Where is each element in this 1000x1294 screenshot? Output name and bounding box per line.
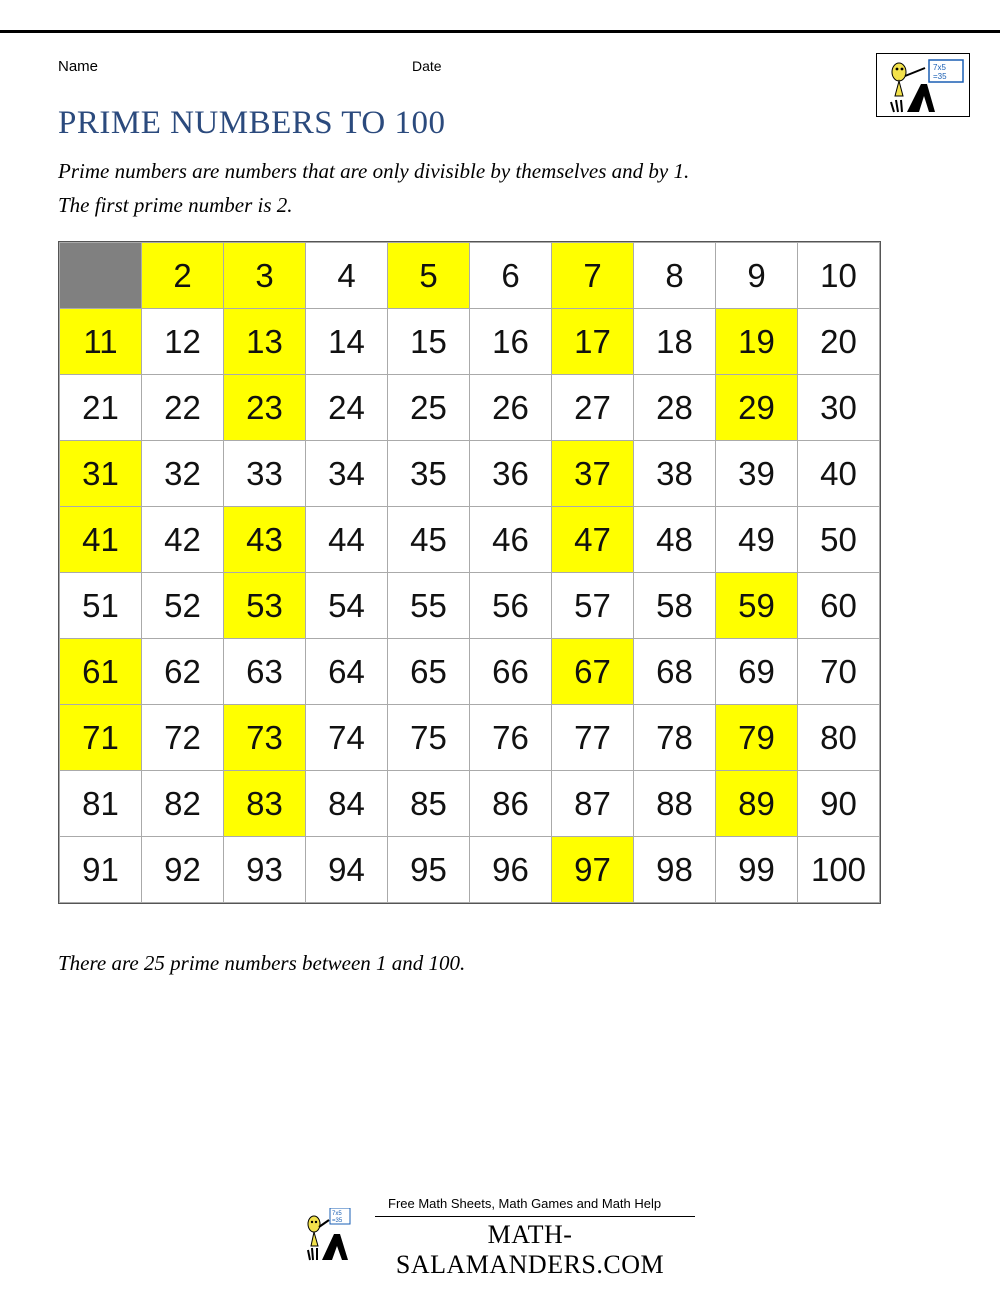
grid-cell-prime[interactable]: 79 (716, 705, 798, 771)
grid-cell-prime[interactable]: 2 (142, 243, 224, 309)
grid-cell[interactable]: 36 (470, 441, 552, 507)
hundred-square-grid (58, 241, 881, 909)
grid-cell[interactable]: 100 (798, 837, 880, 903)
grid-cell[interactable]: 76 (470, 705, 552, 771)
grid-cell[interactable]: 82 (142, 771, 224, 837)
grid-cell[interactable]: 38 (634, 441, 716, 507)
grid-cell[interactable]: 86 (470, 771, 552, 837)
grid-cell[interactable]: 84 (306, 771, 388, 837)
grid-cell-prime[interactable]: 31 (60, 441, 142, 507)
grid-cell[interactable]: 96 (470, 837, 552, 903)
grid-cell[interactable]: 51 (60, 573, 142, 639)
grid-cell[interactable]: 66 (470, 639, 552, 705)
grid-cell-prime[interactable]: 11 (60, 309, 142, 375)
grid-cell[interactable]: 69 (716, 639, 798, 705)
grid-cell[interactable]: 77 (552, 705, 634, 771)
page-top-rule (0, 0, 1000, 33)
grid-cell-prime[interactable]: 43 (224, 507, 306, 573)
grid-cell-prime[interactable]: 7 (552, 243, 634, 309)
worksheet (0, 33, 1000, 1279)
grid-cell[interactable]: 78 (634, 705, 716, 771)
grid-cell-prime[interactable]: 71 (60, 705, 142, 771)
date-label: Date (412, 58, 442, 74)
grid-cell[interactable]: 58 (634, 573, 716, 639)
number-table-body (60, 243, 880, 903)
page-title: PRIME NUMBERS TO 100 (58, 105, 446, 141)
grid-cell[interactable]: 46 (470, 507, 552, 573)
grid-cell[interactable]: 60 (798, 573, 880, 639)
grid-cell[interactable]: 12 (142, 309, 224, 375)
grid-cell-prime[interactable]: 59 (716, 573, 798, 639)
grid-cell[interactable]: 65 (388, 639, 470, 705)
grid-cell[interactable]: 32 (142, 441, 224, 507)
grid-cell[interactable]: 72 (142, 705, 224, 771)
number-row (60, 309, 880, 375)
grid-cell[interactable]: 68 (634, 639, 716, 705)
grid-cell[interactable]: 49 (716, 507, 798, 573)
number-row (60, 771, 880, 837)
grid-cell[interactable]: 52 (142, 573, 224, 639)
intro-line-1: Prime numbers are numbers that are only divisible by themselves and by 1. (58, 159, 690, 183)
grid-cell-prime[interactable]: 13 (224, 309, 306, 375)
grid-cell[interactable]: 44 (306, 507, 388, 573)
grid-cell[interactable]: 18 (634, 309, 716, 375)
grid-cell[interactable]: 6 (470, 243, 552, 309)
grid-cell-prime[interactable]: 73 (224, 705, 306, 771)
grid-cell[interactable]: 30 (798, 375, 880, 441)
svg-text:=35: =35 (332, 1218, 343, 1224)
grid-cell-prime[interactable]: 83 (224, 771, 306, 837)
grid-cell[interactable]: 90 (798, 771, 880, 837)
grid-cell[interactable]: 94 (306, 837, 388, 903)
grid-cell[interactable]: 55 (388, 573, 470, 639)
grid-cell[interactable]: 26 (470, 375, 552, 441)
grid-cell[interactable]: 16 (470, 309, 552, 375)
grid-cell[interactable]: 20 (798, 309, 880, 375)
worksheet-meta (0, 58, 1000, 84)
grid-cell-prime[interactable]: 47 (552, 507, 634, 573)
grid-cell[interactable]: 35 (388, 441, 470, 507)
grid-cell[interactable]: 9 (716, 243, 798, 309)
grid-cell-prime[interactable]: 17 (552, 309, 634, 375)
grid-cell[interactable]: 21 (60, 375, 142, 441)
grid-cell[interactable]: 75 (388, 705, 470, 771)
number-row (60, 441, 880, 507)
grid-cell-prime[interactable]: 67 (552, 639, 634, 705)
grid-cell[interactable]: 87 (552, 771, 634, 837)
grid-cell[interactable]: 99 (716, 837, 798, 903)
grid-cell[interactable]: 25 (388, 375, 470, 441)
number-row (60, 705, 880, 771)
grid-cell[interactable]: 42 (142, 507, 224, 573)
grid-cell[interactable]: 24 (306, 375, 388, 441)
grid-cell-prime[interactable]: 53 (224, 573, 306, 639)
number-row (60, 573, 880, 639)
number-row (60, 375, 880, 441)
grid-cell[interactable]: 34 (306, 441, 388, 507)
footer-tagline: Free Math Sheets, Math Games and Math Help (388, 1196, 662, 1211)
number-row (60, 507, 880, 573)
grid-cell[interactable]: 80 (798, 705, 880, 771)
grid-cell-prime[interactable]: 3 (224, 243, 306, 309)
grid-cell-prime[interactable]: 41 (60, 507, 142, 573)
grid-cell[interactable]: 98 (634, 837, 716, 903)
footer-site-name: MATH-SALAMANDERS.COM (395, 1220, 665, 1279)
grid-cell[interactable]: 57 (552, 573, 634, 639)
grid-cell-prime[interactable]: 23 (224, 375, 306, 441)
grid-cell-prime[interactable]: 5 (388, 243, 470, 309)
svg-text:=35: =35 (933, 72, 947, 81)
grid-cell-prime[interactable]: 19 (716, 309, 798, 375)
grid-cell-prime[interactable]: 61 (60, 639, 142, 705)
grid-cell-prime[interactable]: 29 (716, 375, 798, 441)
grid-cell[interactable]: 74 (306, 705, 388, 771)
grid-cell[interactable]: 14 (306, 309, 388, 375)
grid-cell[interactable]: 70 (798, 639, 880, 705)
number-table (59, 242, 880, 903)
grid-cell[interactable]: 10 (798, 243, 880, 309)
grid-cell[interactable]: 15 (388, 309, 470, 375)
grid-cell[interactable]: 93 (224, 837, 306, 903)
grid-cell[interactable]: 40 (798, 441, 880, 507)
site-branding (0, 1188, 1000, 1279)
number-row (60, 639, 880, 705)
intro-line-2: The first prime number is 2. (58, 192, 293, 217)
grid-cell[interactable]: 91 (60, 837, 142, 903)
grid-cell[interactable]: 28 (634, 375, 716, 441)
grid-cell[interactable]: 81 (60, 771, 142, 837)
grid-cell-prime[interactable]: 37 (552, 441, 634, 507)
grid-cell-prime[interactable]: 97 (552, 837, 634, 903)
grid-cell[interactable]: 33 (224, 441, 306, 507)
grid-cell[interactable]: 64 (306, 639, 388, 705)
grid-cell[interactable]: 4 (306, 243, 388, 309)
grid-cell[interactable]: 95 (388, 837, 470, 903)
footer-divider (375, 1216, 695, 1217)
grid-cell[interactable]: 92 (142, 837, 224, 903)
grid-cell[interactable]: 48 (634, 507, 716, 573)
grid-cell[interactable]: 39 (716, 441, 798, 507)
grid-cell[interactable]: 54 (306, 573, 388, 639)
grid-cell[interactable]: 88 (634, 771, 716, 837)
number-row (60, 243, 880, 309)
summary-text: There are 25 prime numbers between 1 and 100. (58, 951, 466, 975)
grid-cell[interactable]: 56 (470, 573, 552, 639)
grid-cell[interactable]: 27 (552, 375, 634, 441)
intro-text (58, 155, 938, 222)
grid-cell-blank[interactable] (60, 243, 142, 309)
grid-cell[interactable]: 8 (634, 243, 716, 309)
grid-cell[interactable]: 85 (388, 771, 470, 837)
grid-cell[interactable]: 22 (142, 375, 224, 441)
svg-text:7x5: 7x5 (933, 63, 946, 72)
grid-cell[interactable]: 45 (388, 507, 470, 573)
grid-cell[interactable]: 62 (142, 639, 224, 705)
grid-cell[interactable]: 50 (798, 507, 880, 573)
grid-cell[interactable]: 63 (224, 639, 306, 705)
number-row (60, 837, 880, 903)
math-salamanders-logo-icon (876, 53, 970, 117)
name-label: Name (58, 58, 99, 75)
svg-text:7x5: 7x5 (332, 1211, 342, 1217)
grid-cell-prime[interactable]: 89 (716, 771, 798, 837)
